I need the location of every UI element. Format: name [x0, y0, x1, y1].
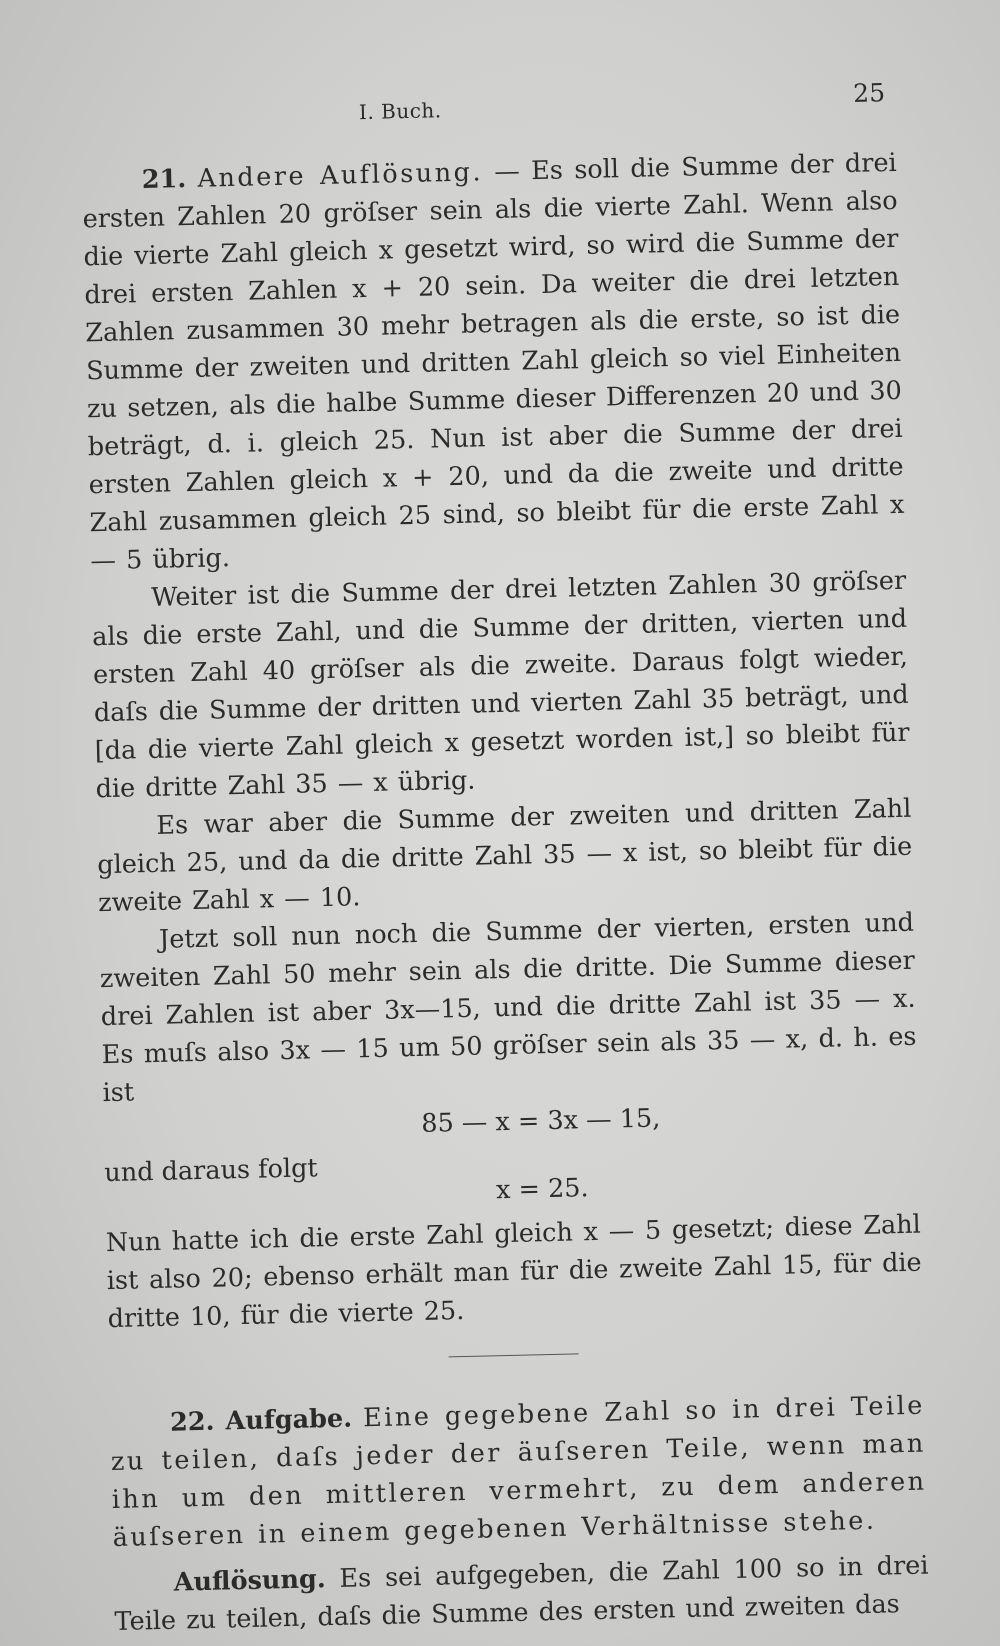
equation-2: x = 25. [495, 1173, 589, 1206]
section-22-task-text: Eine gegebene Zahl so in drei Teile zu teilen, daſs jeder der äuſseren Teile, wenn man ihn um den mittleren vermehrt, zu dem anderen äuſseren in einem gegebenen Verhältnisse stehe. [110, 1390, 927, 1554]
section-22-number: 22. [169, 1406, 215, 1438]
section-22-heading: Aufgabe. [225, 1403, 353, 1437]
section-21-number: 21. [141, 164, 187, 196]
section-21-paragraph-3: Es war aber die Summe der zweiten und dritten Zahl gleich 25, und da die dritte Zahl 35 — x ist, so bleibt für die zweite Zahl x — 10. [97, 793, 913, 919]
equation-1: 85 — x = 3x — 15, [420, 1103, 661, 1139]
section-22-solution-label: Auflösung. [173, 1564, 326, 1598]
text-block [78, 0, 930, 1646]
section-21-paragraph-1 [81, 144, 905, 580]
section-divider [449, 1353, 579, 1357]
section-21-heading: Andere Auflösung. [197, 157, 484, 194]
section-21-paragraph-5: Nun hatte ich die erste Zahl gleich x — 5 gesetzt; diese Zahl ist also 20; ebenso erhält man für die zweite Zahl 15, für die dritte 10, für die vierte 25. [105, 1209, 922, 1335]
folgt-text: und daraus folgt [104, 1153, 318, 1189]
section-21-paragraph-4: Jetzt soll nun noch die Summe der vierten, ersten und zweiten Zahl 50 mehr sein als die dritte. Die Summe dieser drei Zahlen ist aber 3x—15, und die dritte Zahl ist 35 — x. Es muſs also 3x — 15 um 50 gröſser sein als 35 — x, d. h. es ist [99, 907, 917, 1109]
section-21-paragraph-2: Weiter ist die Summe der drei letzten Zahlen 30 gröſser als die erste Zahl, und die Summe der dritten, vierten und ersten Zahl 40 gröſser als die zweite. Daraus folgt wieder, daſs die Summe der dritten und vierten Zahl 35 beträgt, und [da die vierte Zahl gleich x gesetzt worden ist,] so bleibt für die dritte Zahl 35 — x übrig. [91, 565, 910, 805]
section-22-task-paragraph [110, 1387, 928, 1557]
section-22 [110, 1387, 930, 1641]
page-body [81, 144, 929, 1641]
section-22-solution-text: Es sei aufgegeben, die Zahl 100 so in drei Teile zu teilen, daſs die Summe des ersten und zweiten das [114, 1550, 929, 1637]
running-head-title: I. Buch. [358, 98, 442, 125]
page-number: 25 [852, 78, 886, 108]
running-head [80, 78, 896, 138]
section-21-text-1: — Es soll die Summe der drei ersten Zahlen 20 gröſser sein als die vierte Zahl. Wenn also die vierte Zahl gleich x gesetzt wird, so wird die Summe der drei ersten Zahlen x + 20 sein. Da weiter die drei letzten Zahlen zusammen 30 mehr betragen als die erste, so ist die Summe der zweiten und dritten Zahl gleich so viel Einheiten zu setzen, als die halbe Summe dieser Differenzen 20 und 30 beträgt, d. i. gleich 25. Nun ist aber die Summe der drei ersten Zahlen gleich x + 20, und da die zweite und dritte Zahl zusammen gleich 25 sind, so bleibt für die erste Zahl x — 5 übrig. [82, 147, 905, 577]
